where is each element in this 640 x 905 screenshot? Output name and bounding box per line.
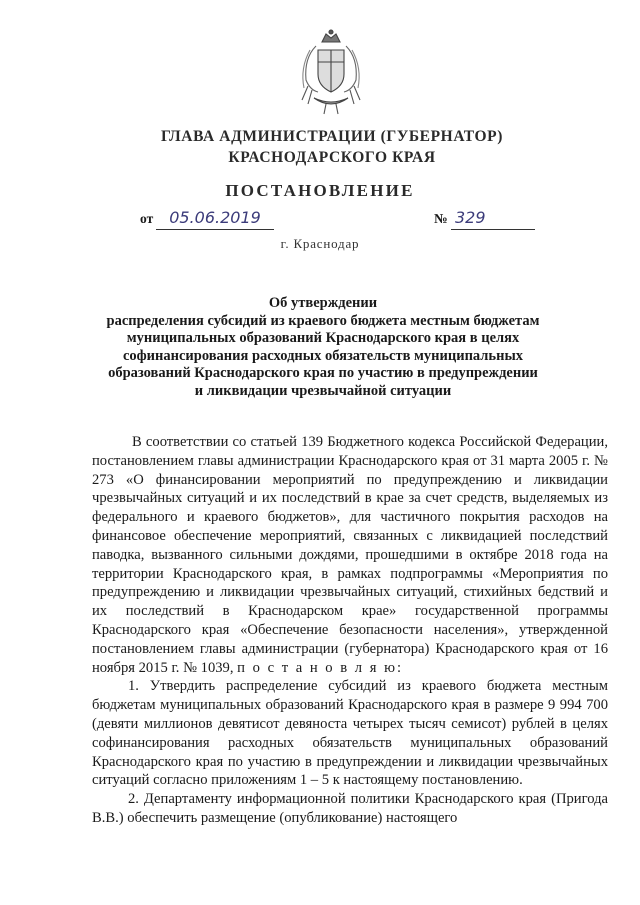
title-line: и ликвидации чрезвычайной ситуации (194, 382, 452, 399)
document-type: ПОСТАНОВЛЕНИЕ (225, 181, 415, 200)
document-title (100, 295, 546, 400)
document-body (92, 433, 608, 828)
handwritten-date: 05.06.2019 (156, 207, 274, 230)
title-line: софинансирования расходных обязательств муниципальных (122, 347, 524, 364)
organization-name-line2: КРАСНОДАРСКОГО КРАЯ (228, 149, 436, 166)
title-line: распределения субсидий из краевого бюджета местным бюджетам (106, 312, 540, 329)
document-meta-row (0, 207, 640, 233)
number-label: № (434, 211, 448, 226)
city-name: г. Краснодар (280, 236, 360, 251)
preamble-text: В соответствии со статьей 139 Бюджетного кодекса Российской Федерации, постановлением главы администрации Краснодарского края от 31 марта 2005 г. № 273 «О финансировании мероприятий по предупреждению и ликвидации чрезвычайных ситуаций и их последствий в крае за счет средств, выделяемых из федерального и краевого бюджетов», для частичного покрытия расходов на финансовое обеспечение мероприятий, связанных с ликвидацией последствий паводка, вызванного сильными дождями, прошедшими в октябре 2018 года на территории Краснодарского края, в рамках подпрограммы «Мероприятия по предупреждению и ликвидации чрезвычайных ситуаций, стихийных бедствий и их последствий в Краснодарском крае» государственной программы Краснодарского края «Обеспечение безопасности населения», утвержденной постановлением главы администрации (губернатора) Краснодарского края от 16 ноября 2015 г. № 1039, (92, 434, 608, 676)
preamble-paragraph (92, 433, 608, 677)
handwritten-number: 329 (451, 207, 535, 230)
krasnodar-coat-of-arms-icon (296, 28, 366, 116)
organization-name-line1: ГЛАВА АДМИНИСТРАЦИИ (ГУБЕРНАТОР) (161, 128, 503, 145)
date-label: от (140, 211, 154, 226)
item-1-paragraph: 1. Утвердить распределение субсидий из краевого бюджета местным бюджетам муниципальных образований Краснодарского края в размере 9 994 700 (девяти миллионов девятисот девяноста четырех тысяч семисот) рублей в целях софинансирования расходных обязательств муниципальных образований Краснодарского края по участию в предупреждении и ликвидации чрезвычайных ситуаций согласно приложениям 1 – 5 к настоящему постановлению. (92, 678, 608, 789)
title-line: образований Краснодарского края по участию в предупреждении (108, 365, 538, 381)
item-2-paragraph: 2. Департаменту информационной политики Краснодарского края (Пригода В.В.) обеспечить размещение (опубликование) настоящего (92, 791, 608, 826)
title-line: Об утверждении (268, 295, 378, 311)
decree-word: п о с т а н о в л я ю: (237, 659, 404, 676)
title-line: муниципальных образований Краснодарского края в целях (126, 330, 520, 346)
